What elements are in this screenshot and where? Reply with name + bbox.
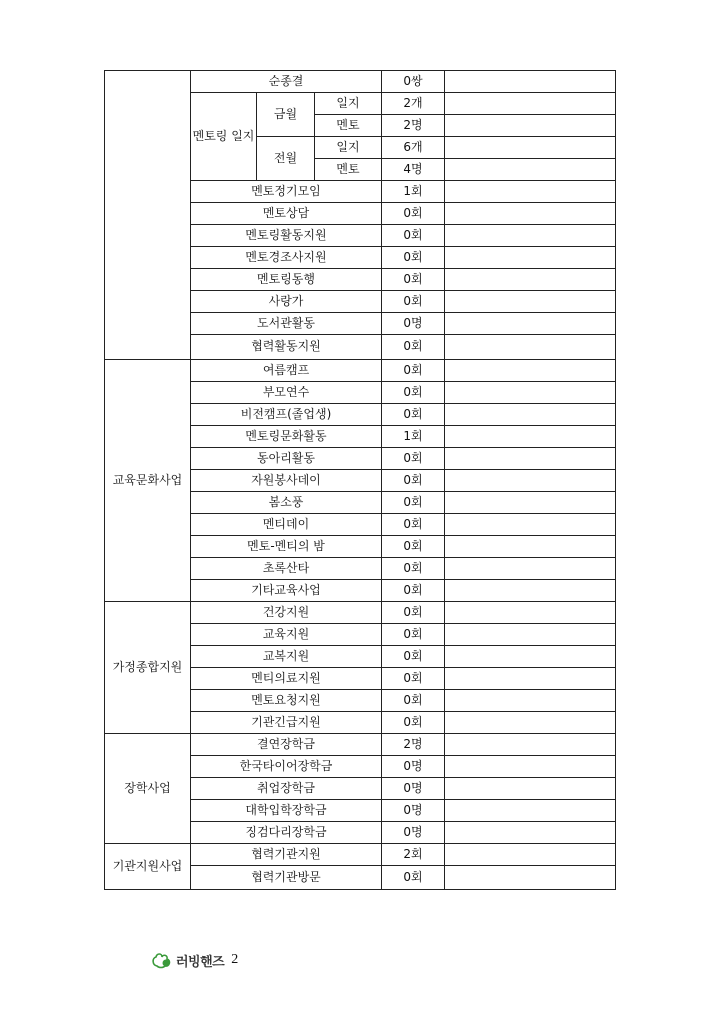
value-cell: 0회 xyxy=(382,514,445,536)
value-cell: 0회 xyxy=(382,448,445,470)
value-cell: 0회 xyxy=(382,492,445,514)
note-cell xyxy=(445,360,616,382)
note-cell xyxy=(445,844,616,866)
item-cell: 여름캠프 xyxy=(191,360,382,382)
item-cell: 교육지원 xyxy=(191,624,382,646)
note-cell xyxy=(445,778,616,800)
table-row xyxy=(105,734,616,756)
category-cell: 장학사업 xyxy=(105,734,191,844)
value-cell: 0명 xyxy=(382,822,445,844)
value-cell: 0회 xyxy=(382,360,445,382)
loving-hands-logo-icon xyxy=(151,951,173,969)
value-cell: 0회 xyxy=(382,536,445,558)
note-cell xyxy=(445,866,616,890)
note-cell xyxy=(445,800,616,822)
note-cell xyxy=(445,536,616,558)
category-cell: 가정종합지원 xyxy=(105,602,191,734)
note-cell xyxy=(445,734,616,756)
value-cell: 0회 xyxy=(382,624,445,646)
item-cell: 부모연수 xyxy=(191,382,382,404)
value-cell: 0회 xyxy=(382,668,445,690)
note-cell xyxy=(445,426,616,448)
value-cell: 0회 xyxy=(382,291,445,313)
note-cell xyxy=(445,646,616,668)
note-cell xyxy=(445,225,616,247)
subitem-cell: 일지 xyxy=(315,137,382,159)
note-cell xyxy=(445,712,616,734)
table-row xyxy=(105,71,616,93)
value-cell: 2명 xyxy=(382,734,445,756)
item-cell: 동아리활동 xyxy=(191,448,382,470)
value-cell: 0회 xyxy=(382,712,445,734)
value-cell: 0회 xyxy=(382,690,445,712)
period-cell: 금월 xyxy=(257,93,315,137)
activity-report-table xyxy=(104,70,616,890)
subitem-cell: 멘토 xyxy=(315,159,382,181)
item-cell: 멘토정기모임 xyxy=(191,181,382,203)
value-cell: 0회 xyxy=(382,558,445,580)
value-cell: 0회 xyxy=(382,470,445,492)
note-cell xyxy=(445,71,616,93)
note-cell xyxy=(445,822,616,844)
value-cell: 0회 xyxy=(382,646,445,668)
note-cell xyxy=(445,690,616,712)
value-cell: 4명 xyxy=(382,159,445,181)
note-cell xyxy=(445,602,616,624)
item-cell: 징검다리장학금 xyxy=(191,822,382,844)
subitem-cell: 멘토 xyxy=(315,115,382,137)
item-cell: 봄소풍 xyxy=(191,492,382,514)
note-cell xyxy=(445,624,616,646)
item-cell: 교복지원 xyxy=(191,646,382,668)
item-cell: 멘토요청지원 xyxy=(191,690,382,712)
item-cell: 기타교육사업 xyxy=(191,580,382,602)
note-cell xyxy=(445,448,616,470)
item-cell: 멘토-멘티의 밤 xyxy=(191,536,382,558)
value-cell: 0쌍 xyxy=(382,71,445,93)
note-cell xyxy=(445,115,616,137)
item-cell: 결연장학금 xyxy=(191,734,382,756)
item-cell: 협력기관방문 xyxy=(191,866,382,890)
value-cell: 0회 xyxy=(382,382,445,404)
note-cell xyxy=(445,291,616,313)
value-cell: 0회 xyxy=(382,269,445,291)
note-cell xyxy=(445,269,616,291)
value-cell: 2명 xyxy=(382,115,445,137)
note-cell xyxy=(445,404,616,426)
value-cell: 2회 xyxy=(382,844,445,866)
item-cell: 멘토상담 xyxy=(191,203,382,225)
item-cell: 기관긴급지원 xyxy=(191,712,382,734)
value-cell: 0회 xyxy=(382,247,445,269)
item-cell: 자원봉사데이 xyxy=(191,470,382,492)
note-cell xyxy=(445,756,616,778)
value-cell: 0명 xyxy=(382,778,445,800)
value-cell: 6개 xyxy=(382,137,445,159)
item-cell: 도서관활동 xyxy=(191,313,382,335)
item-cell: 건강지원 xyxy=(191,602,382,624)
item-cell: 대학입학장학금 xyxy=(191,800,382,822)
item-cell: 멘티의료지원 xyxy=(191,668,382,690)
value-cell: 0회 xyxy=(382,602,445,624)
value-cell: 0회 xyxy=(382,335,445,360)
note-cell xyxy=(445,93,616,115)
note-cell xyxy=(445,137,616,159)
value-cell: 0회 xyxy=(382,203,445,225)
note-cell xyxy=(445,203,616,225)
item-cell: 순종결 xyxy=(191,71,382,93)
value-cell: 1회 xyxy=(382,181,445,203)
item-cell-mentoring-journal: 멘토링 일지 xyxy=(191,93,257,181)
item-cell: 멘토링동행 xyxy=(191,269,382,291)
item-cell: 협력활동지원 xyxy=(191,335,382,360)
item-cell: 초록산타 xyxy=(191,558,382,580)
value-cell: 2개 xyxy=(382,93,445,115)
table-row xyxy=(105,360,616,382)
item-cell: 사랑가 xyxy=(191,291,382,313)
note-cell xyxy=(445,159,616,181)
category-cell: 기관지원사업 xyxy=(105,844,191,890)
note-cell xyxy=(445,382,616,404)
value-cell: 1회 xyxy=(382,426,445,448)
note-cell xyxy=(445,313,616,335)
brand-name: 러빙핸즈 xyxy=(176,953,225,969)
item-cell: 비전캠프(졸업생) xyxy=(191,404,382,426)
note-cell xyxy=(445,492,616,514)
value-cell: 0명 xyxy=(382,313,445,335)
item-cell: 멘토경조사지원 xyxy=(191,247,382,269)
value-cell: 0회 xyxy=(382,404,445,426)
category-cell: 교육문화사업 xyxy=(105,360,191,602)
value-cell: 0회 xyxy=(382,580,445,602)
period-cell: 전월 xyxy=(257,137,315,181)
note-cell xyxy=(445,514,616,536)
page-number: 2 xyxy=(231,952,239,967)
table-row xyxy=(105,844,616,866)
item-cell: 협력기관지원 xyxy=(191,844,382,866)
subitem-cell: 일지 xyxy=(315,93,382,115)
item-cell: 멘티데이 xyxy=(191,514,382,536)
note-cell xyxy=(445,181,616,203)
note-cell xyxy=(445,668,616,690)
value-cell: 0회 xyxy=(382,225,445,247)
value-cell: 0명 xyxy=(382,800,445,822)
page-footer xyxy=(151,949,238,971)
item-cell: 한국타이어장학금 xyxy=(191,756,382,778)
category-cell xyxy=(105,71,191,360)
note-cell xyxy=(445,558,616,580)
item-cell: 멘토링문화활동 xyxy=(191,426,382,448)
value-cell: 0명 xyxy=(382,756,445,778)
value-cell: 0회 xyxy=(382,866,445,890)
item-cell: 취업장학금 xyxy=(191,778,382,800)
note-cell xyxy=(445,247,616,269)
note-cell xyxy=(445,470,616,492)
note-cell xyxy=(445,580,616,602)
item-cell: 멘토링활동지원 xyxy=(191,225,382,247)
table-row xyxy=(105,602,616,624)
note-cell xyxy=(445,335,616,360)
